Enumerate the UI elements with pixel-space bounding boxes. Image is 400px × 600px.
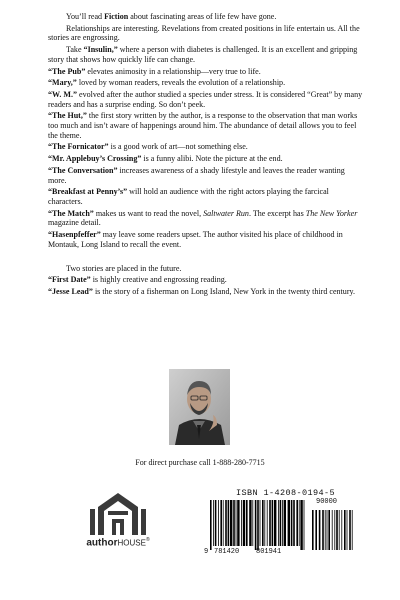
barcode-bar bbox=[267, 500, 268, 546]
addon-bar bbox=[315, 510, 317, 550]
barcode-bar bbox=[262, 500, 264, 546]
barcode-bar bbox=[269, 500, 271, 546]
addon-bar bbox=[339, 510, 340, 550]
story-hut: “The Hut,” the first story written by the author, is a response to the observation that man works too much and isn’t aware of happenings around him. The abundance of detail allows you to feel the theme. bbox=[48, 111, 358, 140]
barcode-bar bbox=[249, 500, 251, 546]
addon-bar bbox=[328, 510, 330, 550]
addon-bar bbox=[319, 510, 321, 550]
barcode-bar bbox=[243, 500, 245, 546]
barcode-bar bbox=[236, 500, 237, 546]
story-applebuy: “Mr. Applebuy’s Crossing” is a funny alibi. Note the picture at the end. bbox=[48, 154, 283, 164]
story-conversation: “The Conversation” increases awareness of a shady lifestyle and leaves the reader wanting more. bbox=[48, 166, 345, 185]
barcode-bar bbox=[291, 500, 293, 546]
barcode-bar bbox=[278, 500, 279, 546]
barcode-bar bbox=[228, 500, 230, 546]
barcode-bar bbox=[215, 500, 217, 546]
barcode-bar bbox=[272, 500, 274, 546]
barcode-bar bbox=[241, 500, 242, 546]
barcode-bar bbox=[233, 500, 235, 546]
barcode-bar bbox=[293, 500, 295, 546]
story-wm: “W. M.” evolved after the author studied a species under stress. It is considered “Great” by many readers and has a surprise ending. So don’t peek. bbox=[48, 90, 363, 109]
story-fornicator: “The Fornicator” is a good work of art—not something else. bbox=[48, 142, 248, 152]
addon-bar bbox=[352, 510, 353, 550]
barcode-bar bbox=[225, 500, 227, 546]
story-first-date: “First Date” is highly creative and engrossing reading. bbox=[48, 275, 227, 285]
barcode-bar bbox=[213, 500, 214, 546]
barcode-bar bbox=[304, 500, 305, 550]
intro-paragraph: You’ll read Fiction about fascinating areas of life few have gone. bbox=[66, 12, 277, 21]
barcode-left-digits: 781420 bbox=[214, 548, 240, 556]
future-intro: Two stories are placed in the future. bbox=[66, 263, 182, 273]
barcode-bar bbox=[218, 500, 219, 546]
barcode-bar bbox=[300, 500, 302, 550]
story-breakfast: “Breakfast at Penny’s” will hold an audience with the right actors playing the farcical characters. bbox=[48, 187, 329, 206]
barcode-bar bbox=[220, 500, 222, 546]
insulin-paragraph: Take “Insulin,” where a person with diabetes is challenged. It is an excellent and gripping story that shows how quickly life can change. bbox=[48, 45, 358, 64]
story-match: “The Match” makes us want to read the novel, Saltwater Run. The excerpt has The New Yorker magazine detail. bbox=[48, 208, 358, 228]
house-logo-icon bbox=[68, 489, 168, 537]
addon-bar bbox=[327, 510, 328, 550]
barcode-bar bbox=[257, 500, 259, 550]
publisher-logo bbox=[68, 489, 168, 559]
barcode-bar bbox=[288, 500, 290, 546]
author-photo bbox=[169, 369, 230, 445]
publisher-name: authorHOUSE® bbox=[86, 537, 150, 549]
addon-bar bbox=[322, 510, 324, 550]
isbn-label: ISBN 1-4208-0194-5 bbox=[236, 488, 336, 498]
barcode-bar bbox=[252, 500, 253, 546]
barcode-bar bbox=[280, 500, 282, 546]
barcode-bar bbox=[255, 500, 257, 550]
story-mary: “Mary,” loved by woman readers, reveals the evolution of a relationship. bbox=[48, 78, 286, 88]
story-jesse-lead: “Jesse Lead” is the story of a fisherman on Long Island, New York in the twenty third century. bbox=[48, 287, 356, 297]
story-pub: “The Pub” elevates animosity in a relationship—very true to life. bbox=[48, 66, 261, 76]
barcode-bar bbox=[260, 500, 261, 546]
addon-bar bbox=[312, 510, 314, 550]
barcode-bar bbox=[237, 500, 239, 546]
barcode-bar bbox=[274, 500, 276, 546]
addon-bar bbox=[347, 510, 348, 550]
barcode-bar bbox=[223, 500, 224, 546]
barcode-bar bbox=[210, 500, 212, 550]
relationships-paragraph: Relationships are interesting. Revelations from created positions in life entertain us. All the stories are engrossing. bbox=[48, 23, 360, 43]
barcode-bar bbox=[246, 500, 248, 546]
addon-bar bbox=[332, 510, 333, 550]
addon-bar bbox=[334, 510, 335, 550]
barcode-bar bbox=[296, 500, 298, 546]
addon-bar bbox=[349, 510, 351, 550]
addon-bar bbox=[344, 510, 346, 550]
barcode-bar bbox=[284, 500, 286, 546]
purchase-contact: For direct purchase call 1-888-280-7715 bbox=[135, 458, 265, 467]
barcode-addon-digits: 90000 bbox=[316, 498, 338, 506]
barcode-bar bbox=[230, 500, 232, 546]
isbn-barcode bbox=[204, 488, 356, 566]
barcode-first-digit: 9 bbox=[204, 548, 209, 556]
story-hasenpfeffer: “Hasenpfeffer” may leave some readers upset. The author visited his place of childhood in Montauk, Long Island to recall the event. bbox=[48, 230, 343, 249]
blurb-text bbox=[48, 12, 364, 299]
barcode-bar bbox=[282, 500, 283, 546]
barcode-bar bbox=[264, 500, 265, 546]
barcode-bar bbox=[299, 500, 300, 546]
barcode-right-digits: 801941 bbox=[256, 548, 282, 556]
addon-bar bbox=[341, 510, 342, 550]
addon-bar bbox=[325, 510, 326, 550]
addon-bar bbox=[336, 510, 338, 550]
